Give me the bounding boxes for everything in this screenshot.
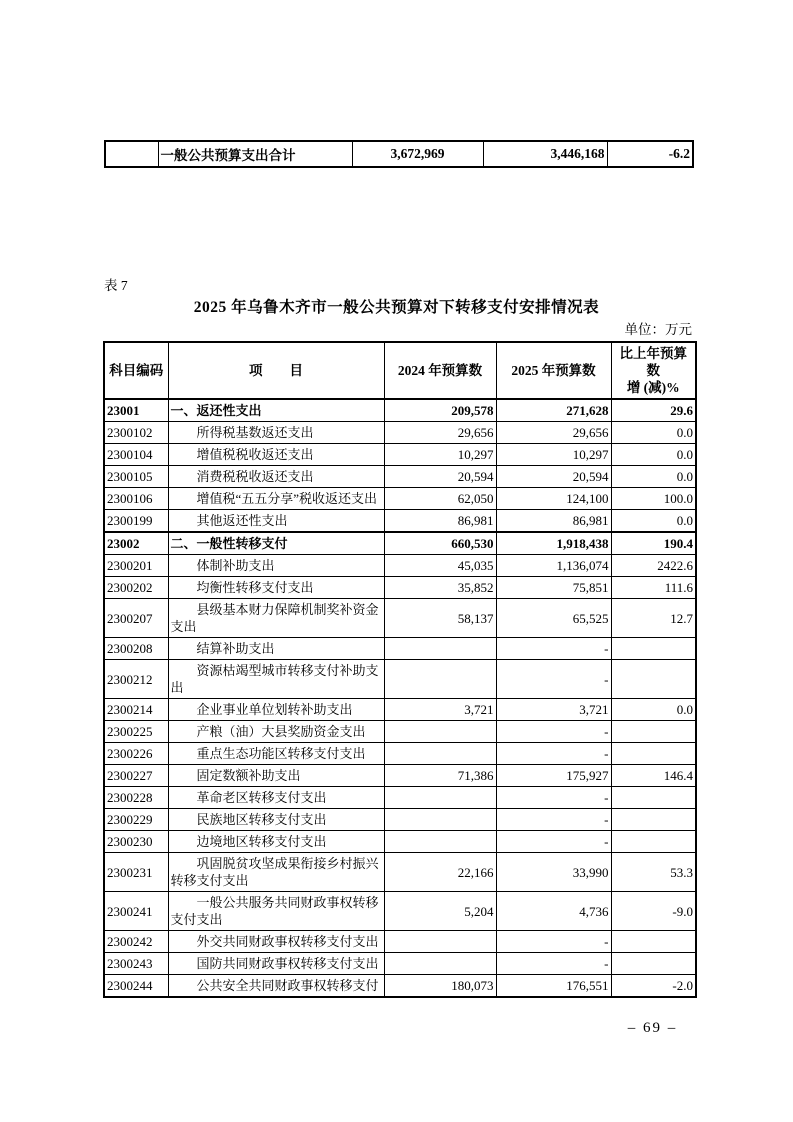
row-item: 公共安全共同财政事权转移支付 [168, 975, 384, 998]
row-code: 2300201 [104, 555, 168, 577]
table-row [104, 660, 696, 699]
row-2024-value: 58,137 [384, 599, 496, 638]
row-2025-value: - [496, 787, 611, 809]
row-pct-value: 12.7 [611, 599, 696, 638]
row-code: 2300242 [104, 931, 168, 953]
table-body [104, 399, 696, 997]
row-code: 2300243 [104, 953, 168, 975]
row-item: 一般公共服务共同财政事权转移支付支出 [168, 892, 384, 931]
row-2024-value: 3,721 [384, 699, 496, 721]
row-2024-value: 35,852 [384, 577, 496, 599]
row-code: 2300104 [104, 444, 168, 466]
table-row [104, 532, 696, 555]
previous-table-fragment [104, 140, 694, 168]
row-code: 23002 [104, 532, 168, 555]
row-pct-value: 0.0 [611, 466, 696, 488]
table-row [104, 743, 696, 765]
table-row [104, 422, 696, 444]
row-item: 民族地区转移支付支出 [168, 809, 384, 831]
row-code: 2300227 [104, 765, 168, 787]
unit-label: 单位：万元 [624, 322, 692, 337]
row-code: 2300244 [104, 975, 168, 998]
row-2024-value: 45,035 [384, 555, 496, 577]
row-item: 均衡性转移支付支出 [168, 577, 384, 599]
row-2024-value [384, 809, 496, 831]
table-header [104, 342, 696, 399]
header-pct [611, 342, 696, 399]
row-code: 2300214 [104, 699, 168, 721]
row-2025-value: 10,297 [496, 444, 611, 466]
row-item: 增值税税收返还支出 [168, 444, 384, 466]
row-pct-value [611, 787, 696, 809]
header-item: 项 目 [168, 342, 384, 399]
row-code: 2300208 [104, 638, 168, 660]
row-code: 2300226 [104, 743, 168, 765]
row-code [105, 141, 158, 167]
row-pct-value: 190.4 [611, 532, 696, 555]
row-2025-value: - [496, 931, 611, 953]
row-code: 2300207 [104, 599, 168, 638]
row-2024-value: 29,656 [384, 422, 496, 444]
page-number: – 69 – [627, 1020, 678, 1036]
row-2024-value [384, 743, 496, 765]
row-pct-value [611, 931, 696, 953]
row-item: 企业事业单位划转补助支出 [168, 699, 384, 721]
row-2024-value: 660,530 [384, 532, 496, 555]
row-pct-value [611, 831, 696, 853]
row-2025-value: 4,736 [496, 892, 611, 931]
row-2024-value: 86,981 [384, 510, 496, 533]
row-code: 2300212 [104, 660, 168, 699]
row-pct-value: -6.2 [607, 141, 693, 167]
row-pct-value [611, 953, 696, 975]
table-row [104, 577, 696, 599]
row-2025-value: 29,656 [496, 422, 611, 444]
row-2025-value: 86,981 [496, 510, 611, 533]
row-item: 外交共同财政事权转移支付支出 [168, 931, 384, 953]
table-row [104, 892, 696, 931]
row-code: 2300228 [104, 787, 168, 809]
table-row [104, 599, 696, 638]
table-label: 表 7 [104, 278, 128, 293]
row-2025-value: 65,525 [496, 599, 611, 638]
row-2025-value: - [496, 660, 611, 699]
table-row [104, 765, 696, 787]
table-row [104, 953, 696, 975]
row-pct-value [611, 721, 696, 743]
row-2025-value: 3,446,168 [483, 141, 607, 167]
row-2024-value [384, 721, 496, 743]
header-2025: 2025 年预算数 [496, 342, 611, 399]
row-item: 固定数额补助支出 [168, 765, 384, 787]
row-item: 产粮（油）大县奖励资金支出 [168, 721, 384, 743]
row-pct-value: -9.0 [611, 892, 696, 931]
row-2025-value: - [496, 831, 611, 853]
row-code: 2300241 [104, 892, 168, 931]
row-item: 结算补助支出 [168, 638, 384, 660]
header-pct-line2: 增 (减)% [626, 380, 680, 395]
page-title: 2025 年乌鲁木齐市一般公共预算对下转移支付安排情况表 [193, 299, 600, 316]
row-2025-value: 175,927 [496, 765, 611, 787]
row-code: 2300102 [104, 422, 168, 444]
row-item: 所得税基数返还支出 [168, 422, 384, 444]
row-code: 23001 [104, 399, 168, 422]
row-item: 县级基本财力保障机制奖补资金支出 [168, 599, 384, 638]
row-2024-value [384, 931, 496, 953]
row-2025-value: 3,721 [496, 699, 611, 721]
table-row [104, 931, 696, 953]
table-row [104, 809, 696, 831]
row-code: 2300105 [104, 466, 168, 488]
row-2024-value [384, 953, 496, 975]
table-row [104, 555, 696, 577]
row-2024-value [384, 787, 496, 809]
row-2024-value [384, 831, 496, 853]
table-row [104, 510, 696, 533]
row-code: 2300106 [104, 488, 168, 510]
row-pct-value: 0.0 [611, 444, 696, 466]
row-2024-value: 5,204 [384, 892, 496, 931]
row-2025-value: 271,628 [496, 399, 611, 422]
row-pct-value: 146.4 [611, 765, 696, 787]
row-item: 重点生态功能区转移支付支出 [168, 743, 384, 765]
row-code: 2300231 [104, 853, 168, 892]
row-code: 2300199 [104, 510, 168, 533]
table-row [104, 721, 696, 743]
row-2025-value: 20,594 [496, 466, 611, 488]
table-row [104, 853, 696, 892]
header-code: 科目编码 [104, 342, 168, 399]
row-pct-value: 29.6 [611, 399, 696, 422]
row-item: 资源枯竭型城市转移支付补助支出 [168, 660, 384, 699]
row-2024-value: 20,594 [384, 466, 496, 488]
row-pct-value: 53.3 [611, 853, 696, 892]
row-pct-value [611, 638, 696, 660]
row-item: 边境地区转移支付支出 [168, 831, 384, 853]
transfer-payment-table [103, 341, 697, 998]
row-item: 一、返还性支出 [168, 399, 384, 422]
row-pct-value: 100.0 [611, 488, 696, 510]
row-2025-value: - [496, 809, 611, 831]
row-item: 革命老区转移支付支出 [168, 787, 384, 809]
row-code: 2300225 [104, 721, 168, 743]
row-2024-value: 209,578 [384, 399, 496, 422]
row-item: 二、一般性转移支付 [168, 532, 384, 555]
table-row [104, 444, 696, 466]
table-row [104, 638, 696, 660]
header-row [104, 342, 696, 399]
row-2024-value: 71,386 [384, 765, 496, 787]
row-pct-value [611, 660, 696, 699]
header-2024: 2024 年预算数 [384, 342, 496, 399]
row-item: 增值税“五五分享”税收返还支出 [168, 488, 384, 510]
row-2025-value: - [496, 953, 611, 975]
row-item: 其他返还性支出 [168, 510, 384, 533]
row-item: 一般公共预算支出合计 [158, 141, 352, 167]
table-row [104, 399, 696, 422]
row-pct-value [611, 809, 696, 831]
row-pct-value: -2.0 [611, 975, 696, 998]
row-pct-value: 0.0 [611, 510, 696, 533]
table-row [104, 831, 696, 853]
row-pct-value: 0.0 [611, 699, 696, 721]
row-code: 2300202 [104, 577, 168, 599]
row-2025-value: 176,551 [496, 975, 611, 998]
table-row [104, 787, 696, 809]
row-item: 巩固脱贫攻坚成果衔接乡村振兴转移支付支出 [168, 853, 384, 892]
row-2025-value: 75,851 [496, 577, 611, 599]
table-row [104, 466, 696, 488]
row-2024-value: 180,073 [384, 975, 496, 998]
row-2025-value: 33,990 [496, 853, 611, 892]
row-pct-value: 111.6 [611, 577, 696, 599]
table-row [104, 699, 696, 721]
row-code: 2300230 [104, 831, 168, 853]
table-row [104, 975, 696, 998]
row-code: 2300229 [104, 809, 168, 831]
row-2025-value: 1,918,438 [496, 532, 611, 555]
row-2025-value: - [496, 721, 611, 743]
row-item: 消费税税收返还支出 [168, 466, 384, 488]
row-2024-value [384, 638, 496, 660]
row-2025-value: 124,100 [496, 488, 611, 510]
row-2024-value: 3,672,969 [352, 141, 483, 167]
table-row [104, 488, 696, 510]
row-2025-value: - [496, 743, 611, 765]
row-pct-value: 0.0 [611, 422, 696, 444]
table-row [105, 141, 693, 167]
row-2025-value: - [496, 638, 611, 660]
row-item: 体制补助支出 [168, 555, 384, 577]
row-2024-value: 10,297 [384, 444, 496, 466]
row-2024-value: 62,050 [384, 488, 496, 510]
row-2025-value: 1,136,074 [496, 555, 611, 577]
row-pct-value [611, 743, 696, 765]
header-pct-line1: 比上年预算数 [619, 346, 687, 378]
row-pct-value: 2422.6 [611, 555, 696, 577]
row-2024-value: 22,166 [384, 853, 496, 892]
row-2024-value [384, 660, 496, 699]
row-item: 国防共同财政事权转移支付支出 [168, 953, 384, 975]
